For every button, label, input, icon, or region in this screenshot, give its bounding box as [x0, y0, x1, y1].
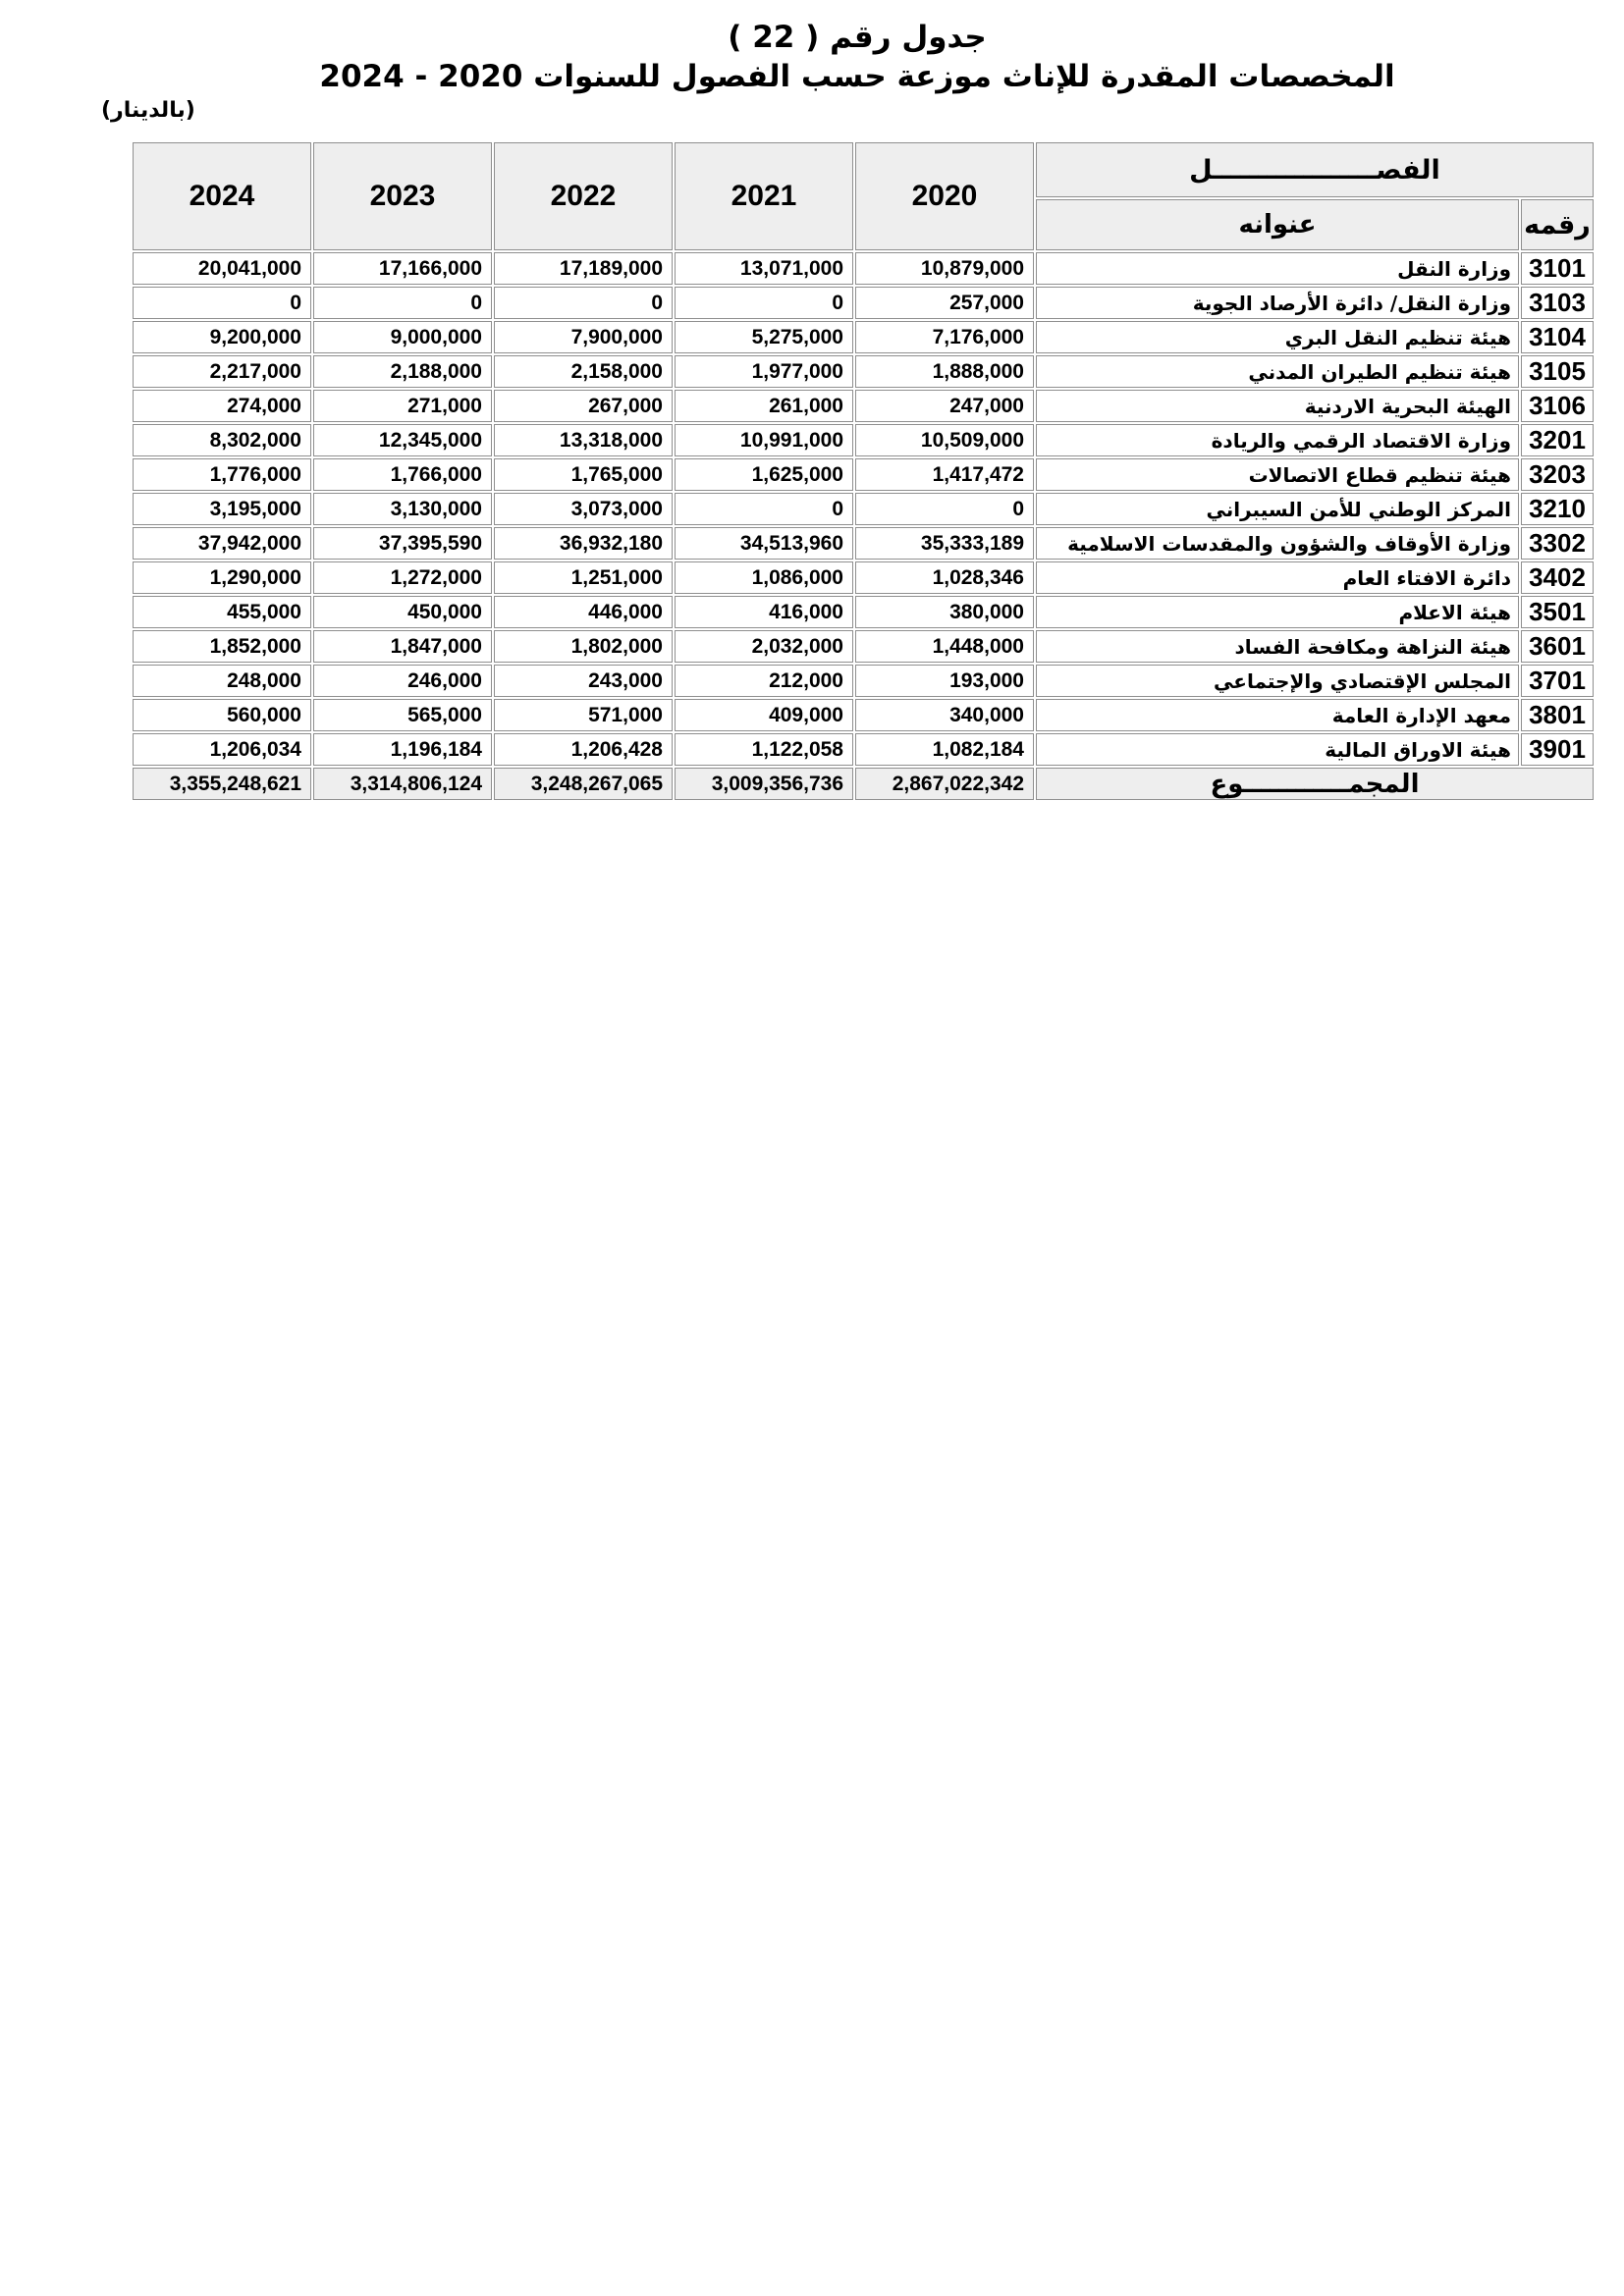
value-cell: 34,513,960 — [675, 527, 853, 560]
table-row — [133, 321, 1594, 353]
total-value-cell: 3,248,267,065 — [494, 768, 673, 800]
value-cell: 446,000 — [494, 596, 673, 628]
year-header-2022: 2022 — [494, 142, 673, 250]
table-row — [133, 252, 1594, 285]
value-cell: 1,448,000 — [855, 630, 1034, 663]
value-cell: 35,333,189 — [855, 527, 1034, 560]
value-cell: 20,041,000 — [133, 252, 311, 285]
value-cell: 248,000 — [133, 665, 311, 697]
table-row — [133, 355, 1594, 388]
total-label: المجمــــــــــــوع — [1036, 768, 1594, 800]
value-cell: 37,395,590 — [313, 527, 492, 560]
entity-title-cell: معهد الإدارة العامة — [1036, 699, 1519, 731]
value-cell: 0 — [675, 493, 853, 525]
value-cell: 2,217,000 — [133, 355, 311, 388]
value-cell: 0 — [675, 287, 853, 319]
table-row — [133, 458, 1594, 491]
entity-title-cell: وزارة الاقتصاد الرقمي والريادة — [1036, 424, 1519, 456]
table-row — [133, 561, 1594, 594]
chapter-code-cell: 3701 — [1521, 665, 1594, 697]
value-cell: 9,000,000 — [313, 321, 492, 353]
value-cell: 1,765,000 — [494, 458, 673, 491]
value-cell: 1,196,184 — [313, 733, 492, 766]
value-cell: 2,032,000 — [675, 630, 853, 663]
value-cell: 380,000 — [855, 596, 1034, 628]
entity-title-cell: وزارة النقل/ دائرة الأرصاد الجوية — [1036, 287, 1519, 319]
title-block — [131, 18, 1584, 96]
value-cell: 1,086,000 — [675, 561, 853, 594]
value-cell: 1,625,000 — [675, 458, 853, 491]
entity-title-cell: الهيئة البحرية الاردنية — [1036, 390, 1519, 422]
value-cell: 409,000 — [675, 699, 853, 731]
currency-note: (بالدينار) — [101, 98, 195, 123]
entity-title-cell: وزارة النقل — [1036, 252, 1519, 285]
page-subtitle: المخصصات المقدرة للإناث موزعة حسب الفصول للسنوات 2020 - 2024 — [319, 59, 1395, 94]
value-cell: 7,900,000 — [494, 321, 673, 353]
value-cell: 1,977,000 — [675, 355, 853, 388]
value-cell: 243,000 — [494, 665, 673, 697]
value-cell: 1,206,034 — [133, 733, 311, 766]
value-cell: 3,130,000 — [313, 493, 492, 525]
chapter-number-header: رقمه — [1521, 199, 1594, 250]
chapter-code-cell: 3105 — [1521, 355, 1594, 388]
total-value-cell: 3,314,806,124 — [313, 768, 492, 800]
value-cell: 17,189,000 — [494, 252, 673, 285]
value-cell: 2,158,000 — [494, 355, 673, 388]
value-cell: 17,166,000 — [313, 252, 492, 285]
entity-title-cell: دائرة الافتاء العام — [1036, 561, 1519, 594]
value-cell: 0 — [494, 287, 673, 319]
chapter-title-header: عنوانه — [1036, 199, 1519, 250]
value-cell: 12,345,000 — [313, 424, 492, 456]
value-cell: 10,991,000 — [675, 424, 853, 456]
header-row-1 — [133, 142, 1594, 197]
value-cell: 455,000 — [133, 596, 311, 628]
value-cell: 1,028,346 — [855, 561, 1034, 594]
value-cell: 37,942,000 — [133, 527, 311, 560]
table-row — [133, 390, 1594, 422]
value-cell: 1,417,472 — [855, 458, 1034, 491]
value-cell: 1,888,000 — [855, 355, 1034, 388]
value-cell: 565,000 — [313, 699, 492, 731]
value-cell: 1,206,428 — [494, 733, 673, 766]
table-row — [133, 630, 1594, 663]
value-cell: 1,802,000 — [494, 630, 673, 663]
value-cell: 0 — [133, 287, 311, 319]
chapter-code-cell: 3601 — [1521, 630, 1594, 663]
value-cell: 10,509,000 — [855, 424, 1034, 456]
year-header-2020: 2020 — [855, 142, 1034, 250]
value-cell: 271,000 — [313, 390, 492, 422]
entity-title-cell: هيئة الاعلام — [1036, 596, 1519, 628]
entity-title-cell: هيئة الاوراق المالية — [1036, 733, 1519, 766]
chapter-code-cell: 3901 — [1521, 733, 1594, 766]
value-cell: 1,251,000 — [494, 561, 673, 594]
value-cell: 1,082,184 — [855, 733, 1034, 766]
value-cell: 267,000 — [494, 390, 673, 422]
chapter-code-cell: 3210 — [1521, 493, 1594, 525]
value-cell: 1,272,000 — [313, 561, 492, 594]
chapter-code-cell: 3201 — [1521, 424, 1594, 456]
table-row — [133, 527, 1594, 560]
value-cell: 1,776,000 — [133, 458, 311, 491]
value-cell: 8,302,000 — [133, 424, 311, 456]
chapter-code-cell: 3106 — [1521, 390, 1594, 422]
table-row — [133, 665, 1594, 697]
value-cell: 450,000 — [313, 596, 492, 628]
value-cell: 1,852,000 — [133, 630, 311, 663]
value-cell: 13,318,000 — [494, 424, 673, 456]
chapter-code-cell: 3104 — [1521, 321, 1594, 353]
value-cell: 571,000 — [494, 699, 673, 731]
allocations-table — [131, 140, 1596, 802]
chapter-code-cell: 3501 — [1521, 596, 1594, 628]
entity-title-cell: هيئة النزاهة ومكافحة الفساد — [1036, 630, 1519, 663]
entity-title-cell: هيئة تنظيم الطيران المدني — [1036, 355, 1519, 388]
chapter-header: الفصــــــــــــــــــل — [1036, 142, 1594, 197]
entity-title-cell: هيئة تنظيم النقل البري — [1036, 321, 1519, 353]
table-row — [133, 493, 1594, 525]
total-value-cell: 3,009,356,736 — [675, 768, 853, 800]
entity-title-cell: هيئة تنظيم قطاع الاتصالات — [1036, 458, 1519, 491]
value-cell: 257,000 — [855, 287, 1034, 319]
value-cell: 261,000 — [675, 390, 853, 422]
table-row — [133, 596, 1594, 628]
entity-title-cell: المجلس الإقتصادي والإجتماعي — [1036, 665, 1519, 697]
value-cell: 13,071,000 — [675, 252, 853, 285]
value-cell: 246,000 — [313, 665, 492, 697]
value-cell: 1,122,058 — [675, 733, 853, 766]
value-cell: 193,000 — [855, 665, 1034, 697]
total-value-cell: 3,355,248,621 — [133, 768, 311, 800]
chapter-code-cell: 3203 — [1521, 458, 1594, 491]
value-cell: 5,275,000 — [675, 321, 853, 353]
table-row — [133, 287, 1594, 319]
value-cell: 1,766,000 — [313, 458, 492, 491]
value-cell: 274,000 — [133, 390, 311, 422]
value-cell: 2,188,000 — [313, 355, 492, 388]
chapter-code-cell: 3801 — [1521, 699, 1594, 731]
page-title: جدول رقم ( 22 ) — [728, 20, 987, 55]
value-cell: 212,000 — [675, 665, 853, 697]
value-cell: 10,879,000 — [855, 252, 1034, 285]
value-cell: 340,000 — [855, 699, 1034, 731]
value-cell: 7,176,000 — [855, 321, 1034, 353]
chapter-code-cell: 3402 — [1521, 561, 1594, 594]
total-row — [133, 768, 1594, 800]
value-cell: 416,000 — [675, 596, 853, 628]
table-row — [133, 733, 1594, 766]
chapter-code-cell: 3101 — [1521, 252, 1594, 285]
year-header-2023: 2023 — [313, 142, 492, 250]
value-cell: 560,000 — [133, 699, 311, 731]
value-cell: 3,073,000 — [494, 493, 673, 525]
value-cell: 9,200,000 — [133, 321, 311, 353]
chapter-code-cell: 3103 — [1521, 287, 1594, 319]
value-cell: 3,195,000 — [133, 493, 311, 525]
value-cell: 1,290,000 — [133, 561, 311, 594]
entity-title-cell: وزارة الأوقاف والشؤون والمقدسات الاسلامية — [1036, 527, 1519, 560]
entity-title-cell: المركز الوطني للأمن السيبراني — [1036, 493, 1519, 525]
year-header-2021: 2021 — [675, 142, 853, 250]
value-cell: 36,932,180 — [494, 527, 673, 560]
year-header-2024: 2024 — [133, 142, 311, 250]
value-cell: 1,847,000 — [313, 630, 492, 663]
table-row — [133, 424, 1594, 456]
total-value-cell: 2,867,022,342 — [855, 768, 1034, 800]
chapter-code-cell: 3302 — [1521, 527, 1594, 560]
table-row — [133, 699, 1594, 731]
value-cell: 0 — [855, 493, 1034, 525]
value-cell: 0 — [313, 287, 492, 319]
value-cell: 247,000 — [855, 390, 1034, 422]
